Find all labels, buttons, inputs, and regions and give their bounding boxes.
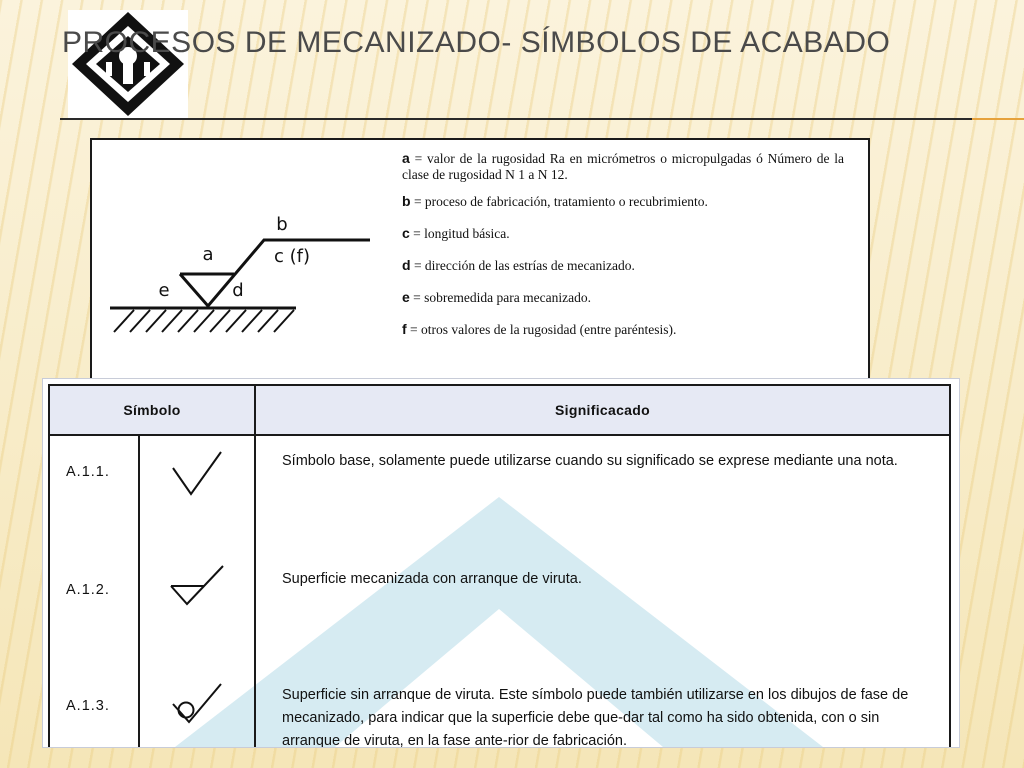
legend-item: d = dirección de las estrías de mecanizado.	[402, 257, 635, 273]
title-divider	[60, 118, 972, 120]
header-symbol: Símbolo	[49, 385, 255, 435]
row-code: A.1.1.	[49, 435, 139, 554]
label-a: a	[202, 244, 214, 265]
symbols-table	[48, 384, 951, 748]
row-symbol	[139, 435, 255, 554]
row-code: A.1.3.	[49, 670, 139, 748]
basic-surface-check-icon	[157, 444, 237, 504]
legend-list	[402, 150, 844, 353]
row-meaning: Superficie sin arranque de viruta. Este símbolo puede también utilizarse en los dibujos de fase de mecanizado, para indicar que la superficie debe que-dar tal como ha sido obtenida, con o sin arranque de viruta, en la fase ante-rior de fabricación.	[255, 670, 950, 748]
machined-removal-check-icon	[157, 562, 237, 622]
row-code: A.1.2.	[49, 554, 139, 670]
legend-item: c = longitud básica.	[402, 225, 510, 241]
label-b: b	[276, 214, 288, 235]
legend-item: b = proceso de fabricación, tratamiento o recubrimiento.	[402, 193, 708, 209]
row-meaning: Superficie mecanizada con arranque de viruta.	[255, 554, 950, 670]
table-row	[49, 670, 950, 748]
row-meaning: Símbolo base, solamente puede utilizarse cuando su significado se exprese mediante una nota.	[255, 435, 950, 554]
symbols-table-box	[42, 378, 960, 748]
table-row	[49, 435, 950, 554]
label-c: c (f)	[274, 246, 310, 267]
table-row	[49, 554, 950, 670]
no-removal-check-icon	[157, 678, 237, 738]
title-divider-accent	[972, 118, 1024, 120]
label-e: e	[158, 280, 170, 301]
row-symbol	[139, 554, 255, 670]
roughness-symbol-diagram	[100, 200, 390, 350]
legend-item: f = otros valores de la rugosidad (entre paréntesis).	[402, 321, 677, 337]
legend-item: e = sobremedida para mecanizado.	[402, 289, 591, 305]
legend-item: a = valor de la rugosidad Ra en micrómetros o micropulgadas ó Número de la clase de rugosidad N 1 a N 12.	[402, 150, 844, 182]
header-meaning: Significacado	[255, 385, 950, 435]
row-symbol	[139, 670, 255, 748]
label-d: d	[232, 280, 244, 301]
roughness-legend-box	[90, 138, 870, 382]
slide-title: PROCESOS DE MECANIZADO- SÍMBOLOS DE ACABADO	[62, 26, 891, 59]
